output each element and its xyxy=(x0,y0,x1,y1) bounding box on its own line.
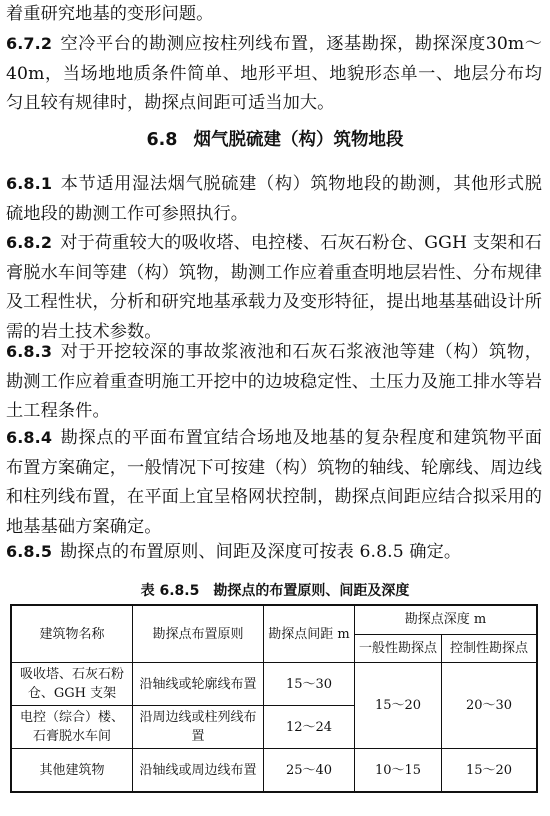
cell-layout-rule: 沿轴线或轮廓线布置 xyxy=(133,663,264,706)
clause-number: 6.8.5 xyxy=(6,542,53,561)
clause-number: 6.7.2 xyxy=(6,34,53,53)
header-depth: 勘探点深度 m xyxy=(355,605,538,634)
clause-6-7-2 xyxy=(6,29,542,119)
clause-text: 对于荷重较大的吸收塔、电控楼、石灰石粉仓、GGH 支架和石膏脱水车间等建（构）筑物，勘测工作应着重查明地层岩性、分布规律及工程性状，分析和研究地基承载力及变形特征，提出地基基础设计所需的岩土技术参数。 xyxy=(6,233,542,342)
cell-building-name: 电控（综合）楼、石膏脱水车间 xyxy=(11,706,133,749)
cell-depth-general: 10～15 xyxy=(355,749,442,793)
clause-text: 勘探点的布置原则、间距及深度可按表 6.8.5 确定。 xyxy=(60,542,462,562)
clause-number: 6.8.2 xyxy=(6,233,53,252)
section-number: 6.8 xyxy=(146,130,178,150)
table-caption: 表 6.8.5 勘探点的布置原则、间距及深度 xyxy=(140,583,410,599)
cell-building-name: 吸收塔、石灰石粉仓、GGH 支架 xyxy=(11,663,133,706)
clause-text: 对于开挖较深的事故浆液池和石灰石浆液池等建（构）筑物，勘测工作应着重查明施工开挖中的边坡稳定性、土压力及施工排水等岩土工程条件。 xyxy=(6,342,542,421)
clause-6-8-2 xyxy=(6,228,542,347)
header-depth-control: 控制性勘探点 xyxy=(442,634,538,662)
spec-table xyxy=(10,604,538,793)
section-heading xyxy=(0,126,550,151)
table-header-row xyxy=(11,605,537,634)
clause-text: 勘探点的平面布置宜结合场地及地基的复杂程度和建筑物平面布置方案确定，一般情况下可按建（构）筑物的轴线、轮廓线、周边线和柱列线布置，在平面上宜呈格网状控制，勘探点间距应结合拟采用的地基基础方案确定。 xyxy=(6,428,542,537)
header-building-name: 建筑物名称 xyxy=(11,605,133,663)
clause-number: 6.8.3 xyxy=(6,342,53,361)
clause-text: 本节适用湿法烟气脱硫建（构）筑物地段的勘测，其他形式脱硫地段的勘测工作可参照执行。 xyxy=(6,174,542,224)
cell-depth-general-merged: 15～20 xyxy=(355,663,442,749)
cell-spacing: 15～30 xyxy=(264,663,355,706)
clause-6-8-5 xyxy=(6,537,542,568)
header-layout-rule: 勘探点布置原则 xyxy=(133,605,264,663)
cell-building-name: 其他建筑物 xyxy=(11,749,133,793)
table-row xyxy=(11,749,537,793)
clause-6-8-3 xyxy=(6,337,542,427)
clause-number: 6.8.1 xyxy=(6,174,53,193)
cell-depth-control-merged: 20～30 xyxy=(442,663,538,749)
header-depth-general: 一般性勘探点 xyxy=(355,634,442,662)
clause-number: 6.8.4 xyxy=(6,428,53,447)
cell-spacing: 12～24 xyxy=(264,706,355,749)
clause-6-8-1 xyxy=(6,169,542,229)
section-title-text: 烟气脱硫建（构）筑物地段 xyxy=(193,130,404,150)
paragraph-continued xyxy=(6,0,542,30)
cell-layout-rule: 沿周边线或柱列线布置 xyxy=(133,706,264,749)
table-row xyxy=(11,663,537,706)
cell-depth-control: 15～20 xyxy=(442,749,538,793)
clause-text: 空冷平台的勘测应按柱列线布置，逐基勘探，勘探深度30m～40m，当场地地质条件简单、地形平坦、地貌形态单一、地层分布均匀且较有规律时，勘探点间距可适当加大。 xyxy=(6,34,542,113)
paragraph-text: 着重研究地基的变形问题。 xyxy=(6,4,214,24)
header-spacing: 勘探点间距 m xyxy=(264,605,355,663)
cell-spacing: 25～40 xyxy=(264,749,355,793)
cell-layout-rule: 沿轴线或周边线布置 xyxy=(133,749,264,793)
clause-6-8-4 xyxy=(6,423,542,542)
